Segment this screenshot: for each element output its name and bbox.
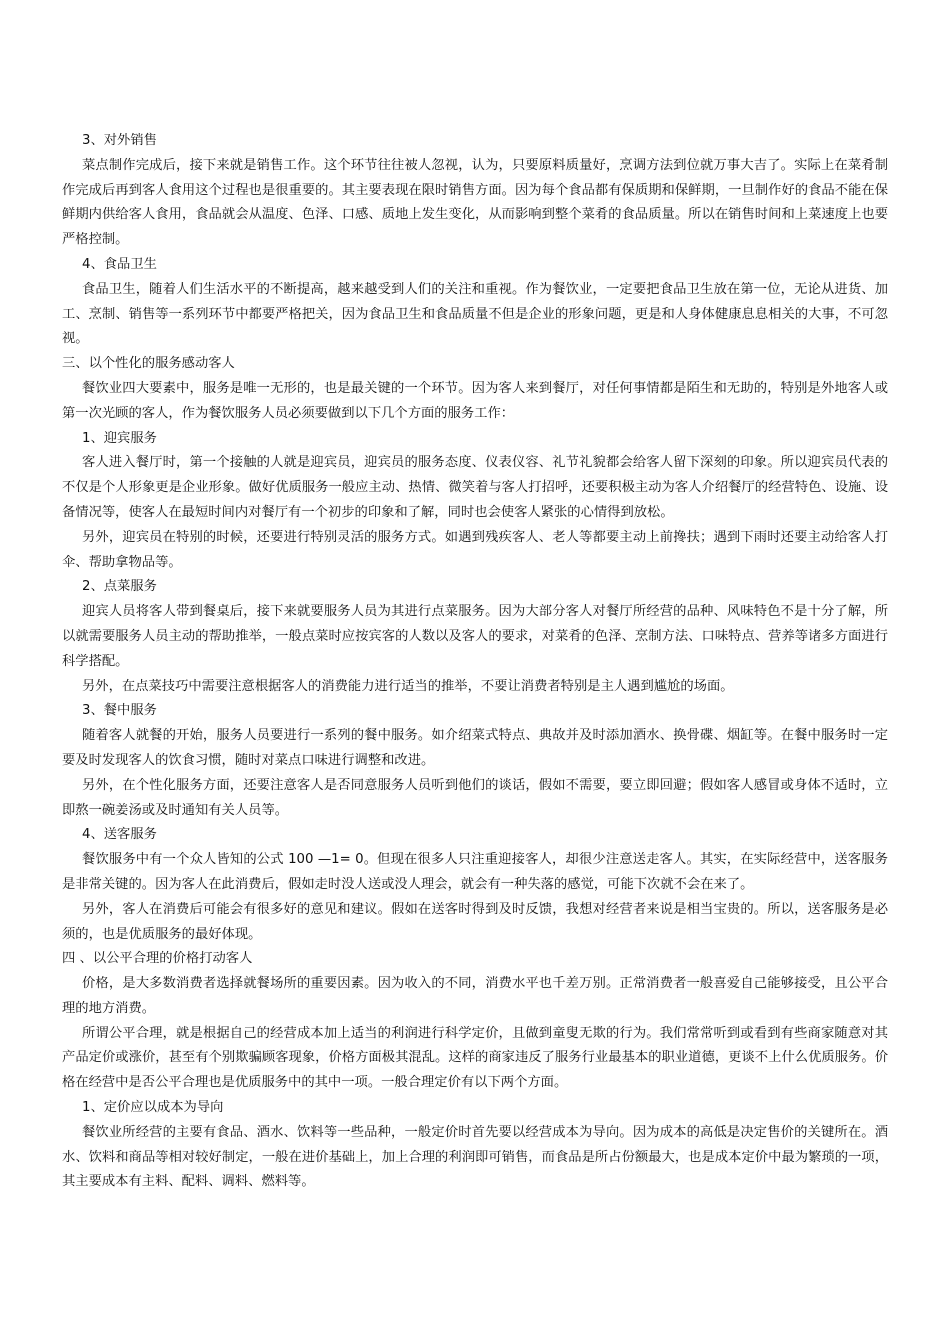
section-heading: 2、点菜服务 (82, 579, 157, 595)
paragraph: 价格，是大多数消费者选择就餐场所的重要因素。因为收入的不同，消费水平也千差万别。正常消费者一般喜爱自己能够接受，且公平合理的地方消费。 (62, 976, 888, 1016)
section-heading: 4、送客服务 (82, 827, 157, 843)
paragraph: 菜点制作完成后，接下来就是销售工作。这个环节往往被人忽视，认为，只要原料质量好，烹调方法到位就万事大吉了。实际上在菜肴制作完成后再到客人食用这个过程也是很重要的。其主要表现在限时销售方面。因为每个食品都有保质期和保鲜期，一旦制作好的食品不能在保鲜期内供给客人食用，食品就会从温度、色泽、口感、质地上发生变化，从而影响到整个菜肴的食品质量。所以在销售时间和上菜速度上也要严格控制。 (62, 157, 888, 248)
paragraph: 餐饮业四大要素中，服务是唯一无形的，也是最关键的一个环节。因为客人来到餐厅，对任何事情都是陌生和无助的，特别是外地客人或第一次光顾的客人，作为餐饮服务人员必须要做到以下几个方面的服务工作： (62, 380, 888, 421)
section-heading: 1、迎宾服务 (82, 430, 157, 446)
chapter-heading: 三、以个性化的服务感动客人 (62, 356, 235, 372)
section-heading: 3、对外销售 (82, 133, 157, 148)
section-heading: 4、食品卫生 (82, 256, 157, 272)
paragraph: 另外，在点菜技巧中需要注意根据客人的消费能力进行适当的推举，不要让消费者特别是主人遇到尴尬的场面。 (82, 678, 734, 694)
paragraph: 另外，迎宾员在特别的时候，还要进行特别灵活的服务方式。如遇到残疾客人、老人等都要主动上前搀扶；遇到下雨时还要主动给客人打伞、帮助拿物品等。 (62, 529, 888, 570)
paragraph: 客人进入餐厅时，第一个接触的人就是迎宾员，迎宾员的服务态度、仪表仪容、礼节礼貌都会给客人留下深刻的印象。所以迎宾员代表的不仅是个人形象更是企业形象。做好优质服务一般应主动、热情、微笑着与客人打招呼，还要积极主动为客人介绍餐厅的经营特色、设施、设备情况等，使客人在最短时间内对餐厅有一个初步的印象和了解，同时也会使客人紧张的心情得到放松。 (62, 455, 888, 520)
paragraph: 餐饮服务中有一个众人皆知的公式 100 —1= 0。但现在很多人只注重迎接客人，却很少注意送走客人。其实，在实际经营中，送客服务是非常关键的。因为客人在此消费后，假如走时没人送或没人理会，就会有一种失落的感觉，可能下次就不会在来了。 (62, 852, 888, 892)
paragraph: 餐饮业所经营的主要有食品、酒水、饮料等一些品种，一般定价时首先要以经营成本为导向。因为成本的高低是决定售价的关键所在。酒水、饮料和商品等相对较好制定，一般在进价基础上，加上合理的利润即可销售，而食品是所占份额最大，也是成本定价中最为繁琐的一项，其主要成本有主料、配料、调料、燃料等。 (62, 1124, 888, 1190)
paragraph: 食品卫生，随着人们生活水平的不断提高，越来越受到人们的关注和重视。作为餐饮业，一定要把食品卫生放在第一位，无论从进货、加工、烹制、销售等一系列环节中都要严格把关，因为食品卫生和食品质量不但是企业的形象问题，更是和人身体健康息息相关的大事，不可忽视。 (62, 281, 888, 347)
paragraph: 另外，客人在消费后可能会有很多好的意见和建议。假如在送客时得到及时反馈，我想对经营者来说是相当宝贵的。所以，送客服务是必须的，也是优质服务的最好体现。 (62, 901, 888, 942)
section-heading: 1、定价应以成本为导向 (82, 1100, 224, 1116)
chapter-heading: 四 、以公平合理的价格打动客人 (62, 951, 253, 967)
document-page (62, 129, 888, 1195)
paragraph: 迎宾人员将客人带到餐桌后，接下来就要服务人员为其进行点菜服务。因为大部分客人对餐厅所经营的品种、风味特色不是十分了解，所以就需要服务人员主动的帮助推举，一般点菜时应按宾客的人数以及客人的要求，对菜肴的色泽、烹制方法、口味特点、营养等诸多方面进行科学搭配。 (62, 604, 888, 669)
paragraph: 另外，在个性化服务方面，还要注意客人是否同意服务人员听到他们的谈话，假如不需要，要立即回避；假如客人感冒或身体不适时，立即熬一碗姜汤或及时通知有关人员等。 (62, 777, 888, 818)
paragraph: 随着客人就餐的开始，服务人员要进行一系列的餐中服务。如介绍菜式特点、典故并及时添加酒水、换骨碟、烟缸等。在餐中服务时一定要及时发现客人的饮食习惯，随时对菜点口味进行调整和改进。 (62, 728, 888, 768)
paragraph: 所谓公平合理，就是根据自己的经营成本加上适当的利润进行科学定价，且做到童叟无欺的行为。我们常常听到或看到有些商家随意对其产品定价或涨价，甚至有个别欺骗顾客现象，价格方面极其混乱。这样的商家违反了服务行业最基本的职业道德，更谈不上什么优质服务。价格在经营中是否公平合理也是优质服务中的其中一项。一般合理定价有以下两个方面。 (62, 1025, 888, 1091)
section-heading: 3、餐中服务 (82, 703, 157, 719)
